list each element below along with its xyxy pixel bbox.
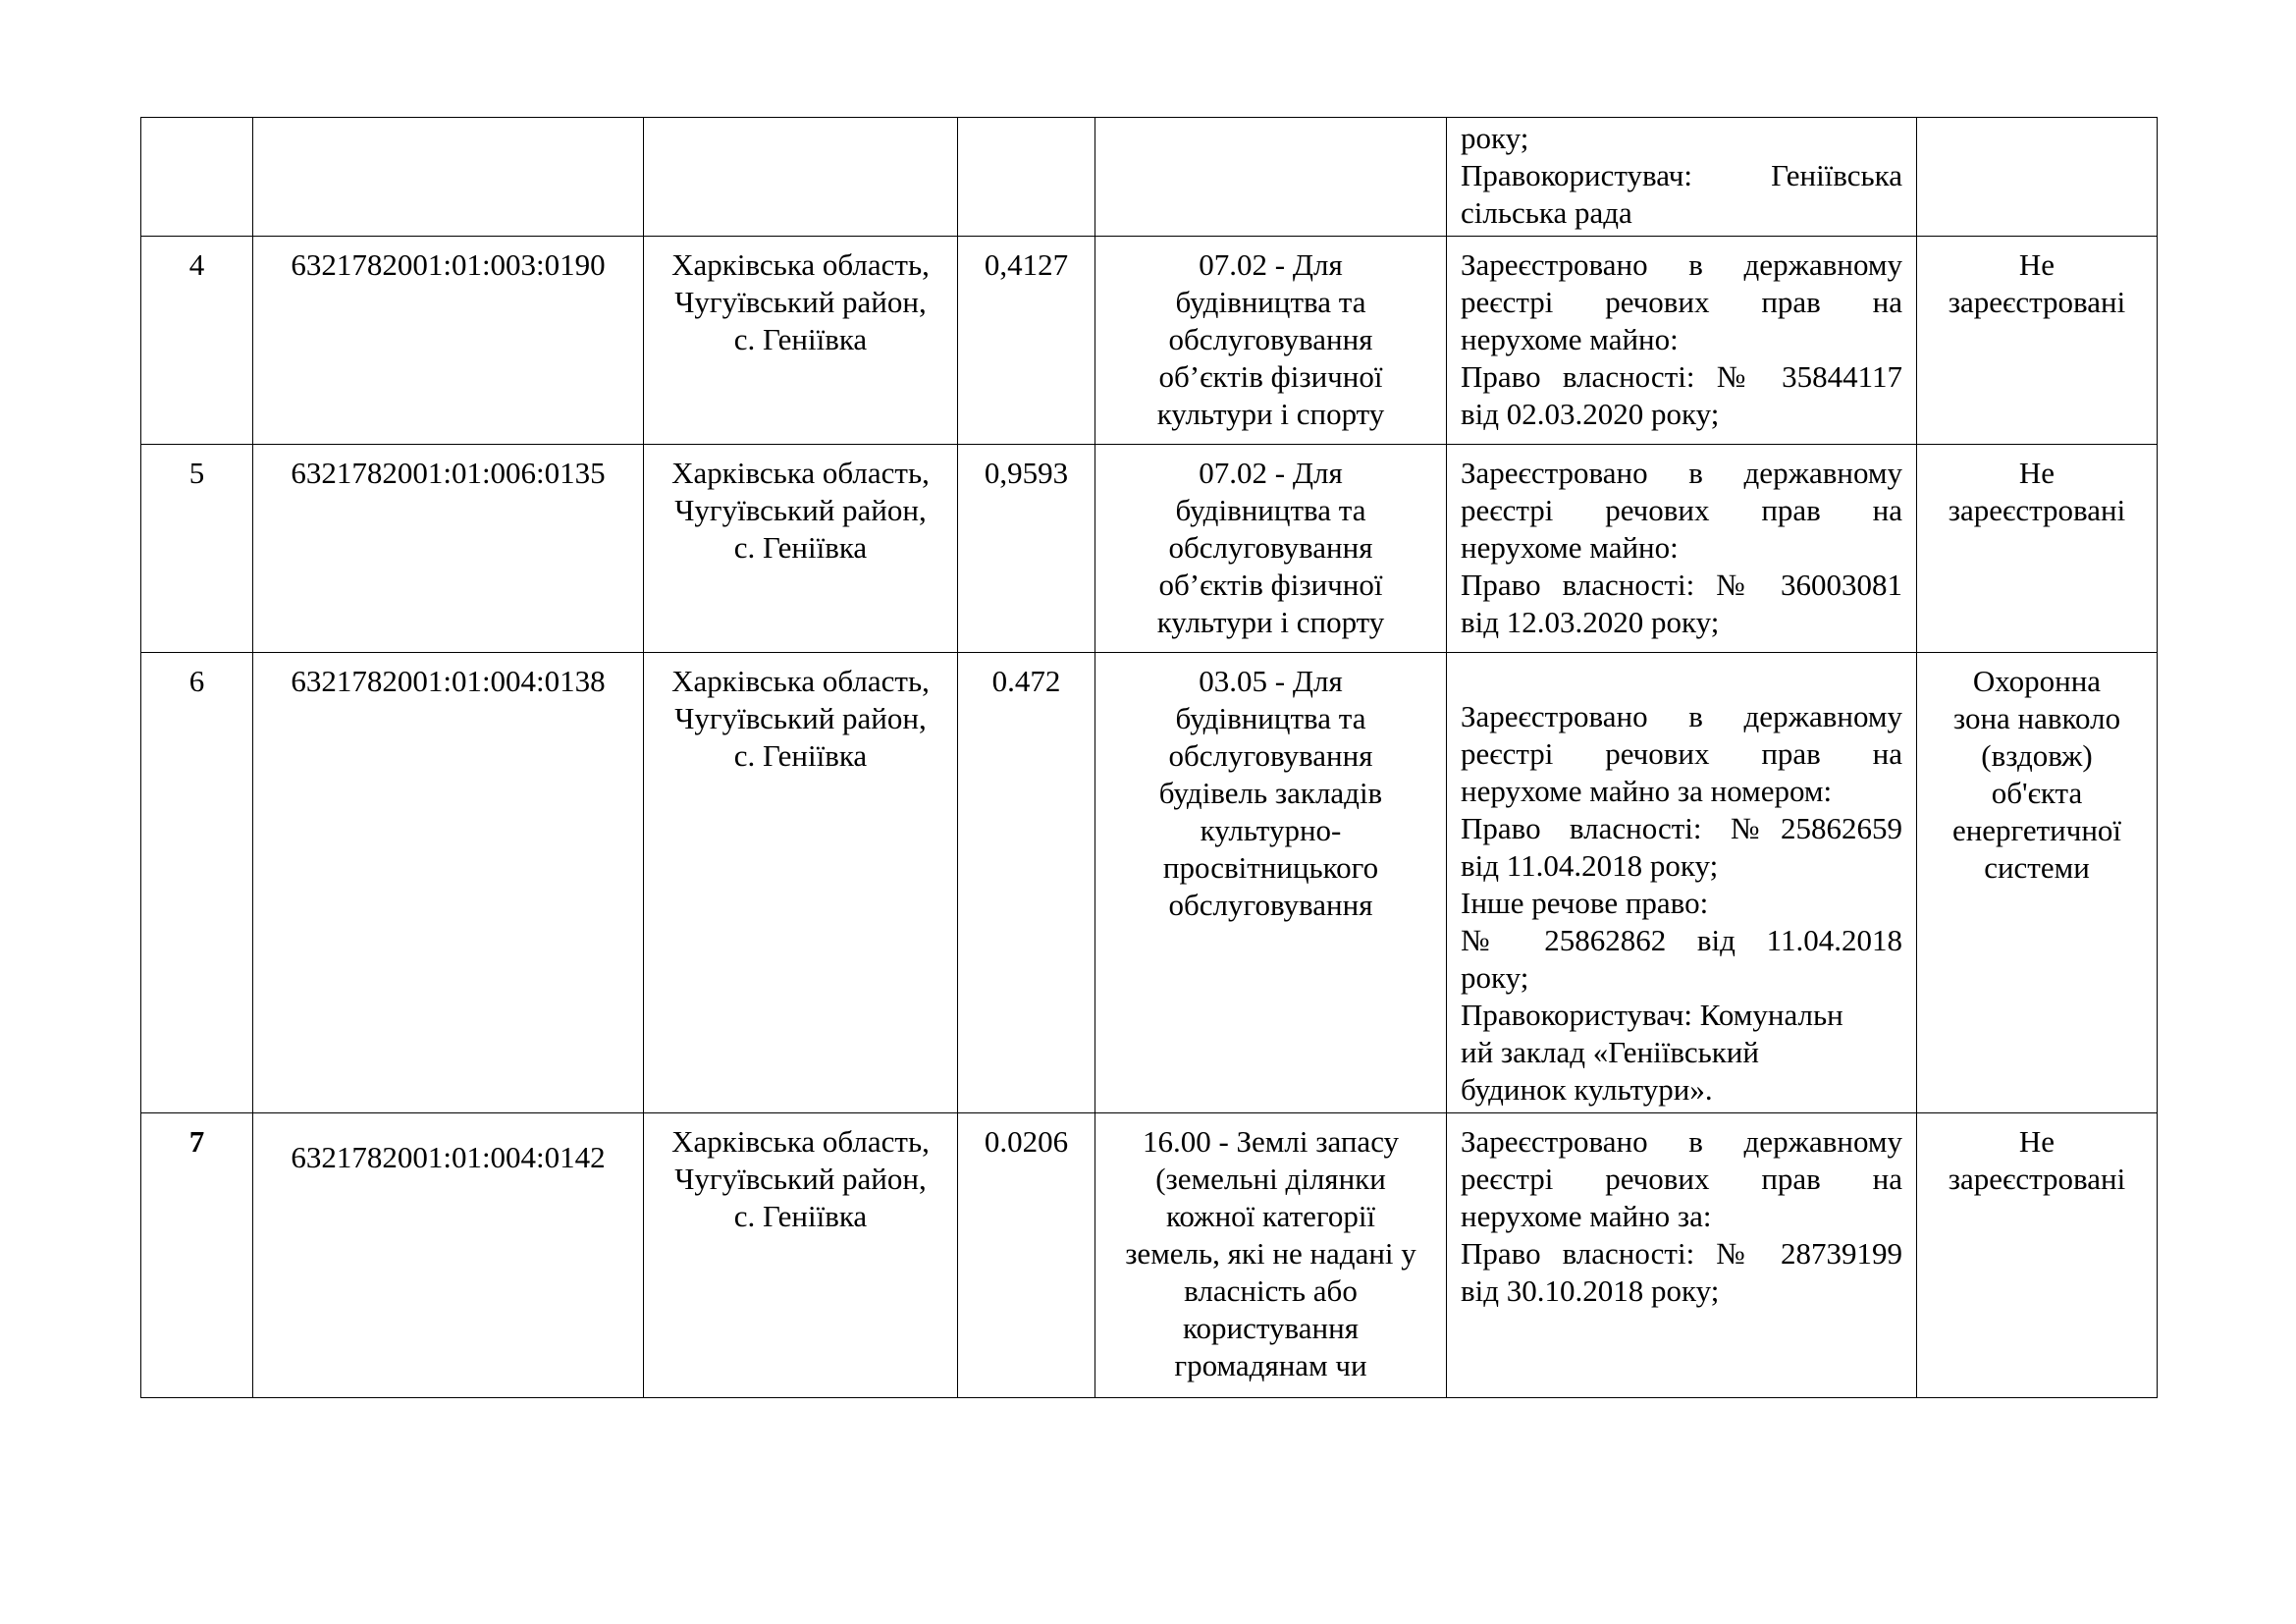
purpose-line: будівництва та bbox=[1175, 493, 1366, 527]
address-line: Чугуївський район, bbox=[674, 493, 927, 527]
cell-cadastral bbox=[253, 1113, 644, 1398]
purpose-line: кожної категорії bbox=[1165, 1199, 1376, 1233]
table-row bbox=[141, 237, 2158, 445]
cell-cadastral bbox=[253, 445, 644, 653]
registration-line: реєстрі речових прав на bbox=[1461, 285, 1902, 319]
purpose-line: власність або bbox=[1184, 1273, 1358, 1308]
area-value: 0,9593 bbox=[984, 456, 1069, 490]
cell-area bbox=[958, 1113, 1095, 1398]
row-number: 7 bbox=[188, 1124, 205, 1159]
table-row bbox=[141, 445, 2158, 653]
registration-line: нерухоме майно за номером: bbox=[1461, 774, 1833, 808]
cell-purpose bbox=[1095, 445, 1447, 653]
cell-purpose bbox=[1095, 653, 1447, 1113]
cell-address bbox=[644, 445, 958, 653]
registration-line: реєстрі речових прав на bbox=[1461, 493, 1902, 527]
table-row bbox=[141, 1113, 2158, 1398]
registration-line: від 11.04.2018 року; bbox=[1461, 848, 1719, 883]
address-line: с. Геніївка bbox=[733, 1199, 868, 1233]
purpose-line: культури і спорту bbox=[1156, 397, 1385, 431]
purpose-line: обслуговування bbox=[1168, 888, 1373, 922]
restriction-line: об'єкта bbox=[1991, 776, 2083, 810]
cell-registration bbox=[1447, 445, 1917, 653]
purpose-line: будівництва та bbox=[1175, 285, 1366, 319]
purpose-line: культури і спорту bbox=[1156, 605, 1385, 639]
cell-num bbox=[141, 1113, 253, 1398]
registration-line: Правокористувач: Геніївська bbox=[1461, 158, 1902, 192]
restriction-line: Охоронна bbox=[1972, 664, 2102, 698]
address-line: Чугуївський район, bbox=[674, 1162, 927, 1196]
area-value: 0,4127 bbox=[984, 247, 1069, 282]
address-line: с. Геніївка bbox=[733, 738, 868, 773]
registration-line: року; bbox=[1461, 121, 1529, 155]
address-line: Харківська область, bbox=[671, 664, 930, 698]
restriction-line: зареєстровані bbox=[1948, 493, 2126, 527]
registration-line: сільська рада bbox=[1461, 195, 1632, 230]
area-value: 0.472 bbox=[991, 664, 1061, 698]
cell-cadastral bbox=[253, 653, 644, 1113]
cadastral-number: 6321782001:01:004:0138 bbox=[291, 664, 606, 698]
restriction-line: зона навколо bbox=[1952, 701, 2121, 735]
cadastral-number: 6321782001:01:006:0135 bbox=[291, 456, 606, 490]
purpose-line: земель, які не надані у bbox=[1125, 1236, 1416, 1271]
registration-line: Право власності: № 36003081 bbox=[1461, 568, 1902, 602]
registration-line: Зареєстровано в державному bbox=[1461, 456, 1902, 490]
purpose-line: просвітницького bbox=[1162, 850, 1379, 885]
registration-line: нерухоме майно за: bbox=[1461, 1199, 1712, 1233]
cell-num bbox=[141, 445, 253, 653]
table-row-continuation bbox=[141, 118, 2158, 237]
purpose-line: 07.02 - Для bbox=[1199, 247, 1343, 282]
address-line: Харківська область, bbox=[671, 247, 930, 282]
registration-line: від 12.03.2020 року; bbox=[1461, 605, 1720, 639]
cell-restrictions bbox=[1917, 1113, 2158, 1398]
table-row bbox=[141, 653, 2158, 1113]
cell-cadastral bbox=[253, 237, 644, 445]
registration-line: Зареєстровано в державному bbox=[1461, 1124, 1902, 1159]
address-line: с. Геніївка bbox=[733, 530, 868, 565]
purpose-line: 07.02 - Для bbox=[1199, 456, 1343, 490]
address-line: Харківська область, bbox=[671, 1124, 930, 1159]
registration-line: будинок культури». bbox=[1461, 1072, 1713, 1107]
area-value: 0.0206 bbox=[984, 1124, 1069, 1159]
registration-line: Інше речове право: bbox=[1461, 886, 1709, 920]
registration-line: реєстрі речових прав на bbox=[1461, 1162, 1902, 1196]
purpose-line: культурно- bbox=[1200, 813, 1342, 847]
purpose-line: 03.05 - Для bbox=[1199, 664, 1343, 698]
purpose-line: обслуговування bbox=[1168, 738, 1373, 773]
registration-line: Правокористувач: Комунальн bbox=[1461, 998, 1843, 1032]
cell-address bbox=[644, 1113, 958, 1398]
purpose-line: об’єктів фізичної bbox=[1158, 568, 1383, 602]
cell-area bbox=[958, 445, 1095, 653]
restriction-line: Не bbox=[2018, 456, 2056, 490]
cell-restrictions bbox=[1917, 445, 2158, 653]
cell-address bbox=[644, 653, 958, 1113]
purpose-line: 16.00 - Землі запасу bbox=[1142, 1124, 1400, 1159]
purpose-line: (земельні ділянки bbox=[1155, 1162, 1386, 1196]
registration-line: Право власності: № 28739199 bbox=[1461, 1236, 1902, 1271]
registration-line: ий заклад «Геніївський bbox=[1461, 1035, 1759, 1069]
purpose-line: обслуговування bbox=[1168, 530, 1373, 565]
cell-purpose bbox=[1095, 1113, 1447, 1398]
registration-line: Зареєстровано в державному bbox=[1461, 699, 1902, 733]
cell-restrictions bbox=[1917, 118, 2158, 237]
registration-line: від 30.10.2018 року; bbox=[1461, 1273, 1720, 1308]
registration-line: № 25862862 від 11.04.2018 bbox=[1461, 923, 1902, 957]
purpose-line: обслуговування bbox=[1168, 322, 1373, 356]
registration-line: нерухоме майно: bbox=[1461, 530, 1679, 565]
cell-restrictions bbox=[1917, 653, 2158, 1113]
cell-num bbox=[141, 653, 253, 1113]
cell-num bbox=[141, 237, 253, 445]
row-number: 6 bbox=[188, 664, 205, 698]
restriction-line: енергетичної bbox=[1951, 813, 2122, 847]
restriction-line: Не bbox=[2018, 247, 2056, 282]
cell-purpose bbox=[1095, 237, 1447, 445]
cell-registration bbox=[1447, 1113, 1917, 1398]
cell-address bbox=[644, 118, 958, 237]
purpose-line: об’єктів фізичної bbox=[1158, 359, 1383, 394]
cell-registration bbox=[1447, 653, 1917, 1113]
purpose-line: будівель закладів bbox=[1158, 776, 1383, 810]
cell-registration bbox=[1447, 237, 1917, 445]
address-line: Харківська область, bbox=[671, 456, 930, 490]
cell-registration bbox=[1447, 118, 1917, 237]
cell-area bbox=[958, 237, 1095, 445]
purpose-line: громадянам чи bbox=[1174, 1348, 1367, 1382]
cell-area bbox=[958, 118, 1095, 237]
restriction-line: зареєстровані bbox=[1948, 1162, 2126, 1196]
address-line: с. Геніївка bbox=[733, 322, 868, 356]
row-number: 4 bbox=[188, 247, 205, 282]
restriction-line: зареєстровані bbox=[1948, 285, 2126, 319]
cadastral-number: 6321782001:01:003:0190 bbox=[291, 247, 606, 282]
purpose-line: користування bbox=[1183, 1311, 1359, 1345]
cadastral-number: 6321782001:01:004:0142 bbox=[291, 1140, 606, 1174]
restriction-line: системи bbox=[1984, 850, 2090, 885]
cell-purpose bbox=[1095, 118, 1447, 237]
registration-line: нерухоме майно: bbox=[1461, 322, 1679, 356]
registration-line: Право власності: № 35844117 bbox=[1461, 359, 1902, 394]
cell-address bbox=[644, 237, 958, 445]
restriction-line: (вздовж) bbox=[1981, 738, 2093, 773]
registration-line: реєстрі речових прав на bbox=[1461, 736, 1902, 771]
registration-line: Право власності: №25862659 bbox=[1461, 811, 1902, 845]
registration-line: від 02.03.2020 року; bbox=[1461, 397, 1720, 431]
cell-num bbox=[141, 118, 253, 237]
row-number: 5 bbox=[188, 456, 205, 490]
cell-cadastral bbox=[253, 118, 644, 237]
restriction-line: Не bbox=[2018, 1124, 2056, 1159]
purpose-line: будівництва та bbox=[1175, 701, 1366, 735]
registration-line: Зареєстровано в державному bbox=[1461, 247, 1902, 282]
cell-restrictions bbox=[1917, 237, 2158, 445]
cell-area bbox=[958, 653, 1095, 1113]
land-plots-table bbox=[140, 117, 2158, 1398]
address-line: Чугуївський район, bbox=[674, 701, 927, 735]
registration-line: року; bbox=[1461, 960, 1529, 995]
address-line: Чугуївський район, bbox=[674, 285, 927, 319]
